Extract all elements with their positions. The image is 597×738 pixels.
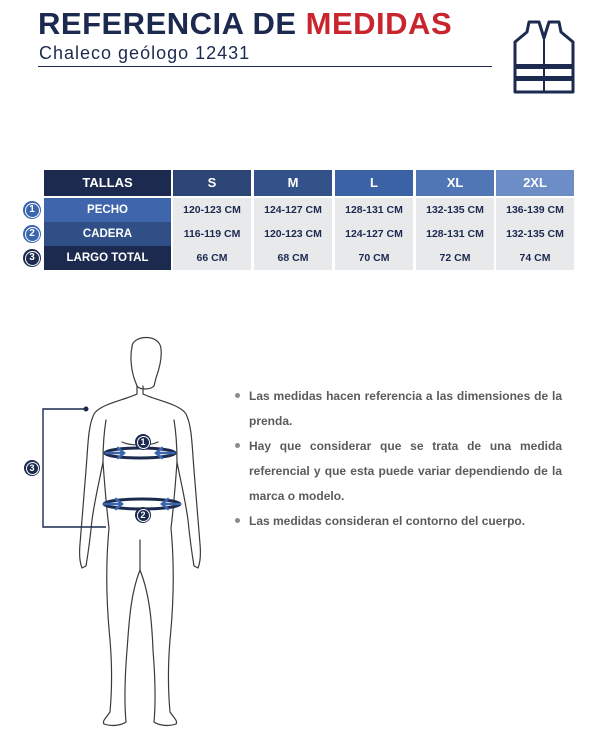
length-bracket bbox=[43, 409, 106, 527]
row-number-badge: 1 bbox=[23, 201, 41, 219]
row-label-largo-total: LARGO TOTAL bbox=[44, 246, 171, 270]
body-silhouette bbox=[80, 338, 201, 726]
table-cell: 124-127 CM bbox=[335, 222, 413, 246]
page-subtitle: Chaleco geólogo 12431 bbox=[39, 43, 251, 63]
title-main: REFERENCIA DE bbox=[38, 6, 297, 41]
title-accent: MEDIDAS bbox=[305, 6, 453, 41]
bullet-icon bbox=[235, 393, 240, 398]
body-figure bbox=[0, 330, 230, 735]
table-cell: 128-131 CM bbox=[416, 222, 494, 246]
size-header-s: S bbox=[173, 170, 251, 196]
size-header-2xl: 2XL bbox=[496, 170, 574, 196]
marker-3-badge: 3 bbox=[24, 460, 40, 476]
notes-list bbox=[232, 384, 562, 534]
table-corner-header: TALLAS bbox=[44, 170, 171, 196]
vest-icon bbox=[509, 16, 579, 94]
size-header-m: M bbox=[254, 170, 332, 196]
page-title bbox=[38, 6, 452, 42]
table-cell: 120-123 CM bbox=[254, 222, 332, 246]
row-number-badge: 2 bbox=[23, 225, 41, 243]
note-item: Hay que considerar que se trata de una medida referencial y que esta puede variar dependiendo de la marca o modelo. bbox=[232, 434, 562, 509]
table-cell: 116-119 CM bbox=[173, 222, 251, 246]
note-item: Las medidas hacen referencia a las dimensiones de la prenda. bbox=[232, 384, 562, 434]
table-cell: 132-135 CM bbox=[496, 222, 574, 246]
table-cell: 72 CM bbox=[416, 246, 494, 270]
note-item: Las medidas consideran el contorno del cuerpo. bbox=[232, 509, 562, 534]
table-cell: 70 CM bbox=[335, 246, 413, 270]
table-cell: 136-139 CM bbox=[496, 198, 574, 222]
table-cell: 74 CM bbox=[496, 246, 574, 270]
table-cell: 120-123 CM bbox=[173, 198, 251, 222]
table-cell: 128-131 CM bbox=[335, 198, 413, 222]
table-cell: 68 CM bbox=[254, 246, 332, 270]
row-number-badge: 3 bbox=[23, 249, 41, 267]
bullet-icon bbox=[235, 443, 240, 448]
bullet-icon bbox=[235, 518, 240, 523]
bracket-dot bbox=[84, 407, 89, 412]
marker-2-badge: 2 bbox=[135, 507, 151, 523]
table-cell: 124-127 CM bbox=[254, 198, 332, 222]
size-header-l: L bbox=[335, 170, 413, 196]
marker-1-badge: 1 bbox=[135, 434, 151, 450]
row-label-cadera: CADERA bbox=[44, 222, 171, 246]
size-header-xl: XL bbox=[416, 170, 494, 196]
row-label-pecho: PECHO bbox=[44, 198, 171, 222]
title-divider bbox=[38, 66, 492, 67]
table-cell: 132-135 CM bbox=[416, 198, 494, 222]
table-cell: 66 CM bbox=[173, 246, 251, 270]
